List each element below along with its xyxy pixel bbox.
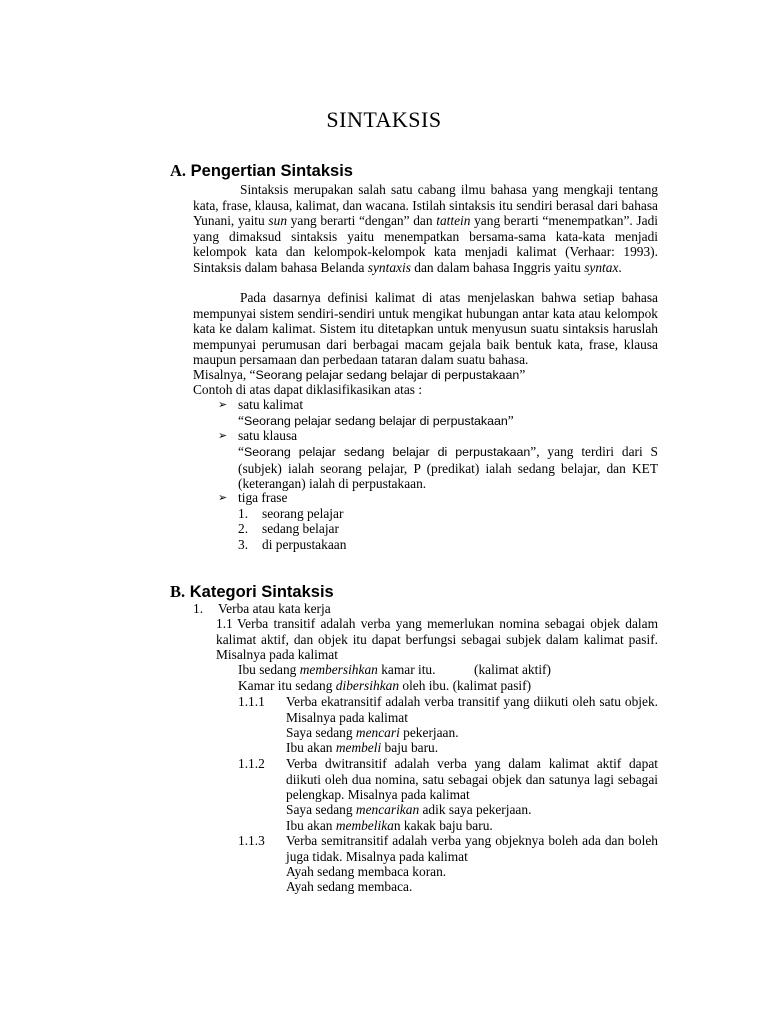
frase-num: 2.	[238, 521, 249, 536]
p1-term-syntax: syntax	[584, 259, 619, 275]
s11-example-active-note: (kalimat aktif)	[474, 662, 551, 677]
subitem-1-1-3-number: 1.1.3	[238, 833, 265, 848]
bullet-1-label: satu kalimat	[238, 397, 304, 412]
section-a-letter: A.	[170, 161, 187, 180]
section-a-heading	[170, 161, 353, 181]
frase-item: seorang pelajar	[262, 506, 344, 521]
arrow-bullet-icon: ➢	[218, 492, 228, 504]
example-verb: membeli	[335, 740, 382, 755]
bullet-2-example	[238, 444, 658, 492]
example-suffix: ”	[519, 367, 526, 382]
example-verb: dibersihkan	[335, 678, 400, 693]
example-text: adik saya pekerjaan.	[419, 802, 532, 817]
frase-item: di perpustakaan	[262, 537, 347, 552]
p1-term-syntaxis: syntaxis	[367, 259, 411, 275]
example-text: Saya sedang	[286, 725, 356, 740]
frase-item: sedang belajar	[262, 521, 339, 536]
example-text: kamar itu.	[377, 662, 436, 677]
item-1-number: 1.	[193, 601, 204, 616]
bullet-2-label: satu klausa	[238, 428, 298, 443]
example-prefix: Misalnya, “	[193, 367, 256, 382]
example-text: n kakak baju baru.	[393, 818, 493, 833]
example-text: Saya sedang	[286, 802, 356, 817]
p2-text: Pada dasarnya definisi kalimat di atas menjelaskan bahwa setiap bahasa mempunyai sistem sendiri-sendiri untuk mengikat hubungan antar kata atau kelompok kata ke dalam kalimat. Sistem itu ditetapkan untuk menyusun suatu sintaksis haruslah mempunyai perumusan dari berbagai macam gejala baik bentuk kata, frase, klausa maupun persamaan dan perbedaan tataran dalam suatu bahasa.	[193, 290, 658, 368]
subitem-1-1-body: Verba transitif adalah verba yang memerlukan nomina sebagai objek dalam kalimat aktif, dan objek itu dapat berfungsi sebagai subjek dalam kalimat pasif. Misalnya pada kalimat	[216, 616, 658, 663]
bullet-1-sentence: Seorang pelajar sedang belajar di perpustakaan	[243, 414, 508, 428]
bullet-3-label: tiga frase	[238, 490, 288, 505]
classify-intro: Contoh di atas dapat diklasifikasikan atas :	[193, 382, 423, 397]
subitem-1-1-text	[216, 616, 658, 663]
s111-example-1	[286, 725, 459, 741]
arrow-bullet-icon: ➢	[218, 399, 228, 411]
example-verb: membersihkan	[299, 662, 378, 677]
p1-term-sun: sun	[268, 213, 288, 229]
s113-example-2: Ayah sedang membaca.	[286, 879, 413, 894]
p1-term-tattein: tattein	[436, 213, 471, 229]
section-b-heading	[170, 582, 334, 602]
s111-example-2	[286, 740, 438, 756]
subitem-1-1-2-number: 1.1.2	[238, 756, 265, 771]
example-text: Kamar itu sedang	[238, 678, 336, 693]
p1-text: dan dalam bahasa Inggris yaitu	[410, 259, 585, 275]
p1-text: yang berarti “menempatkan”. Jadi yang dimaksud sintaksis yaitu menempatkan bersama-sama kata-kata menjadi kelompok kata dan kelompok-kelompok kata menjadi kalimat (Verhaar: 1993). Sintaksis dalam bahasa Belanda	[193, 213, 658, 275]
example-text: Ibu sedang	[238, 662, 300, 677]
subitem-1-1-number: 1.1	[216, 616, 233, 631]
subitem-1-1-2-text: Verba dwitransitif adalah verba yang dalam kalimat aktif dapat diikuti oleh dua nomina, satu sebagai objek dan satunya lagi sebagai pelengkap. Misalnya pada kalimat	[286, 756, 658, 803]
example-text: baju baru.	[381, 740, 439, 755]
example-verb: mencari	[355, 725, 400, 740]
section-b-letter: B.	[170, 582, 186, 601]
s11-example-passive	[238, 678, 531, 694]
example-text: oleh ibu. (kalimat pasif)	[399, 678, 532, 693]
example-text: Ibu akan	[286, 818, 336, 833]
bullet-2-rest: ”, yang terdiri dari S (subjek) ialah seorang pelajar, P (predikat) ialah sedang belajar, dan KET (keterangan) ialah di perpustakaan.	[238, 444, 658, 492]
example-verb: mencarikan	[355, 802, 420, 817]
example-text: pekerjaan.	[399, 725, 459, 740]
quote-close: ”	[507, 413, 514, 428]
section-a-paragraph-1	[193, 182, 658, 276]
s11-example-active	[238, 662, 435, 678]
item-1-text: Verba atau kata kerja	[218, 601, 331, 616]
frase-num: 1.	[238, 506, 249, 521]
s112-example-1	[286, 802, 531, 818]
s113-example-1: Ayah sedang membaca koran.	[286, 864, 447, 879]
p1-text: Sintaksis merupakan salah satu cabang ilmu bahasa yang mengkaji tentang kata, frase, klausa, kalimat, dan wacana. Istilah sintaksis itu sendiri berasal dari bahasa Yunani, yaitu	[193, 182, 658, 229]
section-a-paragraph-2	[193, 290, 658, 368]
p1-text: .	[618, 259, 622, 275]
example-sentence: Seorang pelajar sedang belajar di perpustakaan	[255, 368, 520, 382]
example-verb: membelika	[335, 818, 394, 833]
page-title: SINTAKSIS	[326, 107, 442, 132]
section-a-title: Pengertian Sintaksis	[190, 162, 353, 180]
section-b-title: Kategori Sintaksis	[189, 583, 334, 601]
p1-text: yang berarti “dengan” dan	[287, 213, 437, 229]
frase-num: 3.	[238, 537, 249, 552]
s112-example-2	[286, 818, 493, 834]
example-text: Ibu akan	[286, 740, 336, 755]
subitem-1-1-1-text: Verba ekatransitif adalah verba transitif yang diikuti oleh satu objek. Misalnya pada kalimat	[286, 694, 658, 725]
quote-open: “	[238, 413, 244, 428]
quote-open: “	[238, 444, 244, 459]
subitem-1-1-3-text: Verba semitransitif adalah verba yang objeknya boleh ada dan boleh juga tidak. Misalnya pada kalimat	[286, 833, 658, 864]
arrow-bullet-icon: ➢	[218, 430, 228, 442]
bullet-2-sentence: Seorang pelajar sedang belajar di perpustakaan	[243, 445, 531, 459]
subitem-1-1-1-number: 1.1.1	[238, 694, 265, 709]
